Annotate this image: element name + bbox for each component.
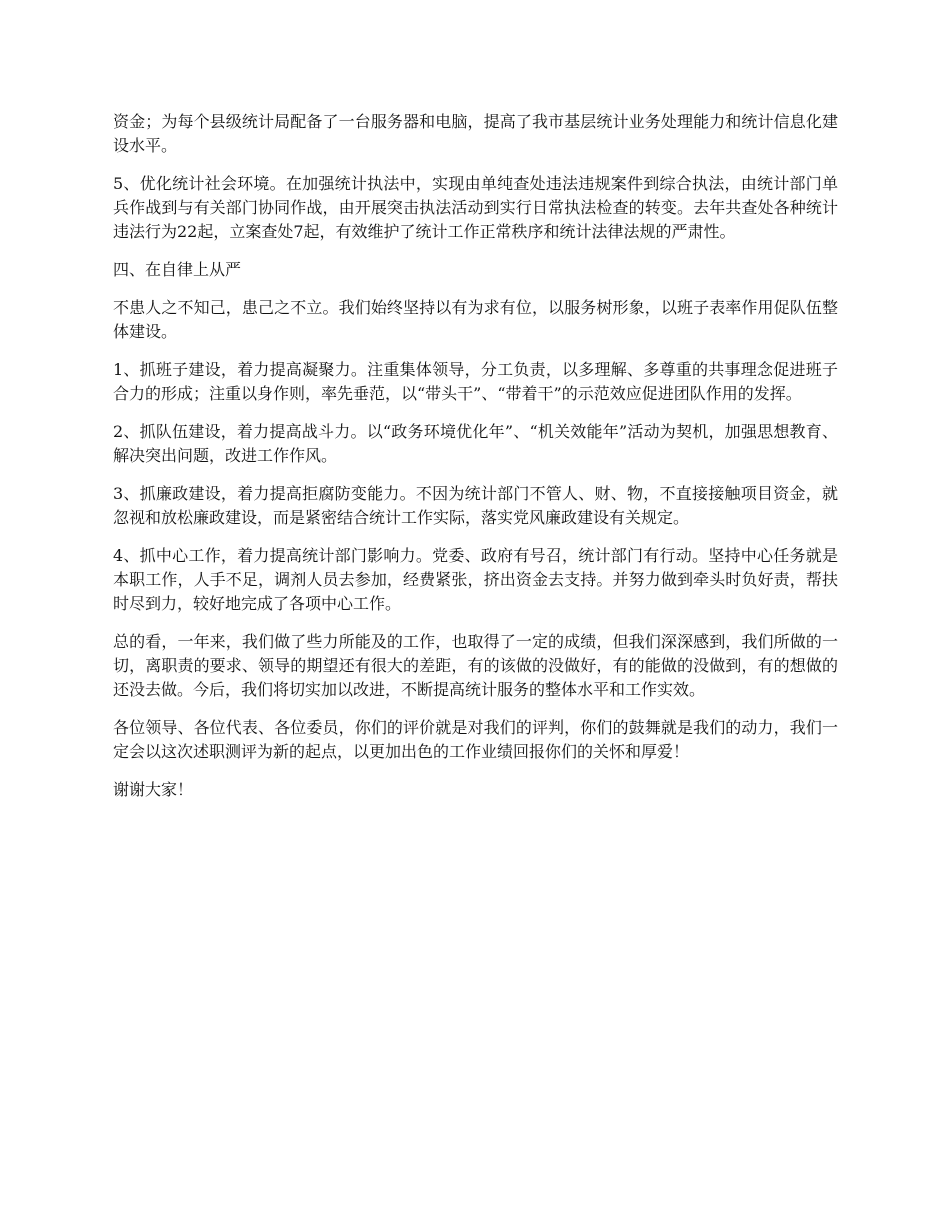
- paragraph-item-2-team: 2、抓队伍建设，着力提高战斗力。以“政务环境优化年”、“机关效能年”活动为契机，加强思想教育、解决突出问题，改进工作作风。: [113, 422, 838, 465]
- paragraph-summary: 总的看，一年来，我们做了些力所能及的工作，也取得了一定的成绩，但我们深深感到，我们所做的一切，离职责的要求、领导的期望还有很大的差距，有的该做的没做好，有的能做的没做到，有的想做的还没去做。今后，我们将切实加以改进，不断提高统计服务的整体水平和工作实效。: [113, 632, 838, 699]
- paragraph-item-1-leadership: 1、抓班子建设，着力提高凝聚力。注重集体领导，分工负责，以多理解、多尊重的共事理念促进班子合力的形成；注重以身作则，率先垂范，以“带头干”、“带着干”的示范效应促进团队作用的发挥。: [113, 360, 838, 403]
- paragraph-thanks: 谢谢大家！: [113, 780, 194, 799]
- paragraph-closing-remarks: 各位领导、各位代表、各位委员，你们的评价就是对我们的评判，你们的鼓舞就是我们的动力，我们一定会以这次述职测评为新的起点，以更加出色的工作业绩回报你们的关怀和厚爱！: [113, 718, 838, 761]
- paragraph-item-3-integrity: 3、抓廉政建设，着力提高拒腐防变能力。不因为统计部门不管人、财、物，不直接接触项目资金，就忽视和放松廉政建设，而是紧密结合统计工作实际，落实党风廉政建设有关规定。: [113, 484, 838, 527]
- paragraph-funding-servers: 资金；为每个县级统计局配备了一台服务器和电脑，提高了我市基层统计业务处理能力和统计信息化建设水平。: [113, 112, 838, 155]
- section-heading-self-discipline: 四、在自律上从严: [113, 260, 242, 279]
- paragraph-item-5-environment: 5、优化统计社会环境。在加强统计执法中，实现由单纯查处违法违规案件到综合执法，由统计部门单兵作战到与有关部门协同作战，由开展突击执法活动到实行日常执法检查的转变。去年共查处各种统计违法行为22起，立案查处7起，有效维护了统计工作正常秩序和统计法律法规的严肃性。: [113, 174, 838, 241]
- paragraph-self-discipline-intro: 不患人之不知己，患己之不立。我们始终坚持以有为求有位，以服务树形象，以班子表率作用促队伍整体建设。: [113, 298, 838, 341]
- paragraph-item-4-central-work: 4、抓中心工作，着力提高统计部门影响力。党委、政府有号召，统计部门有行动。坚持中心任务就是本职工作，人手不足，调剂人员去参加，经费紧张，挤出资金去支持。并努力做到牵头时负好责，帮扶时尽到力，较好地完成了各项中心工作。: [113, 546, 838, 613]
